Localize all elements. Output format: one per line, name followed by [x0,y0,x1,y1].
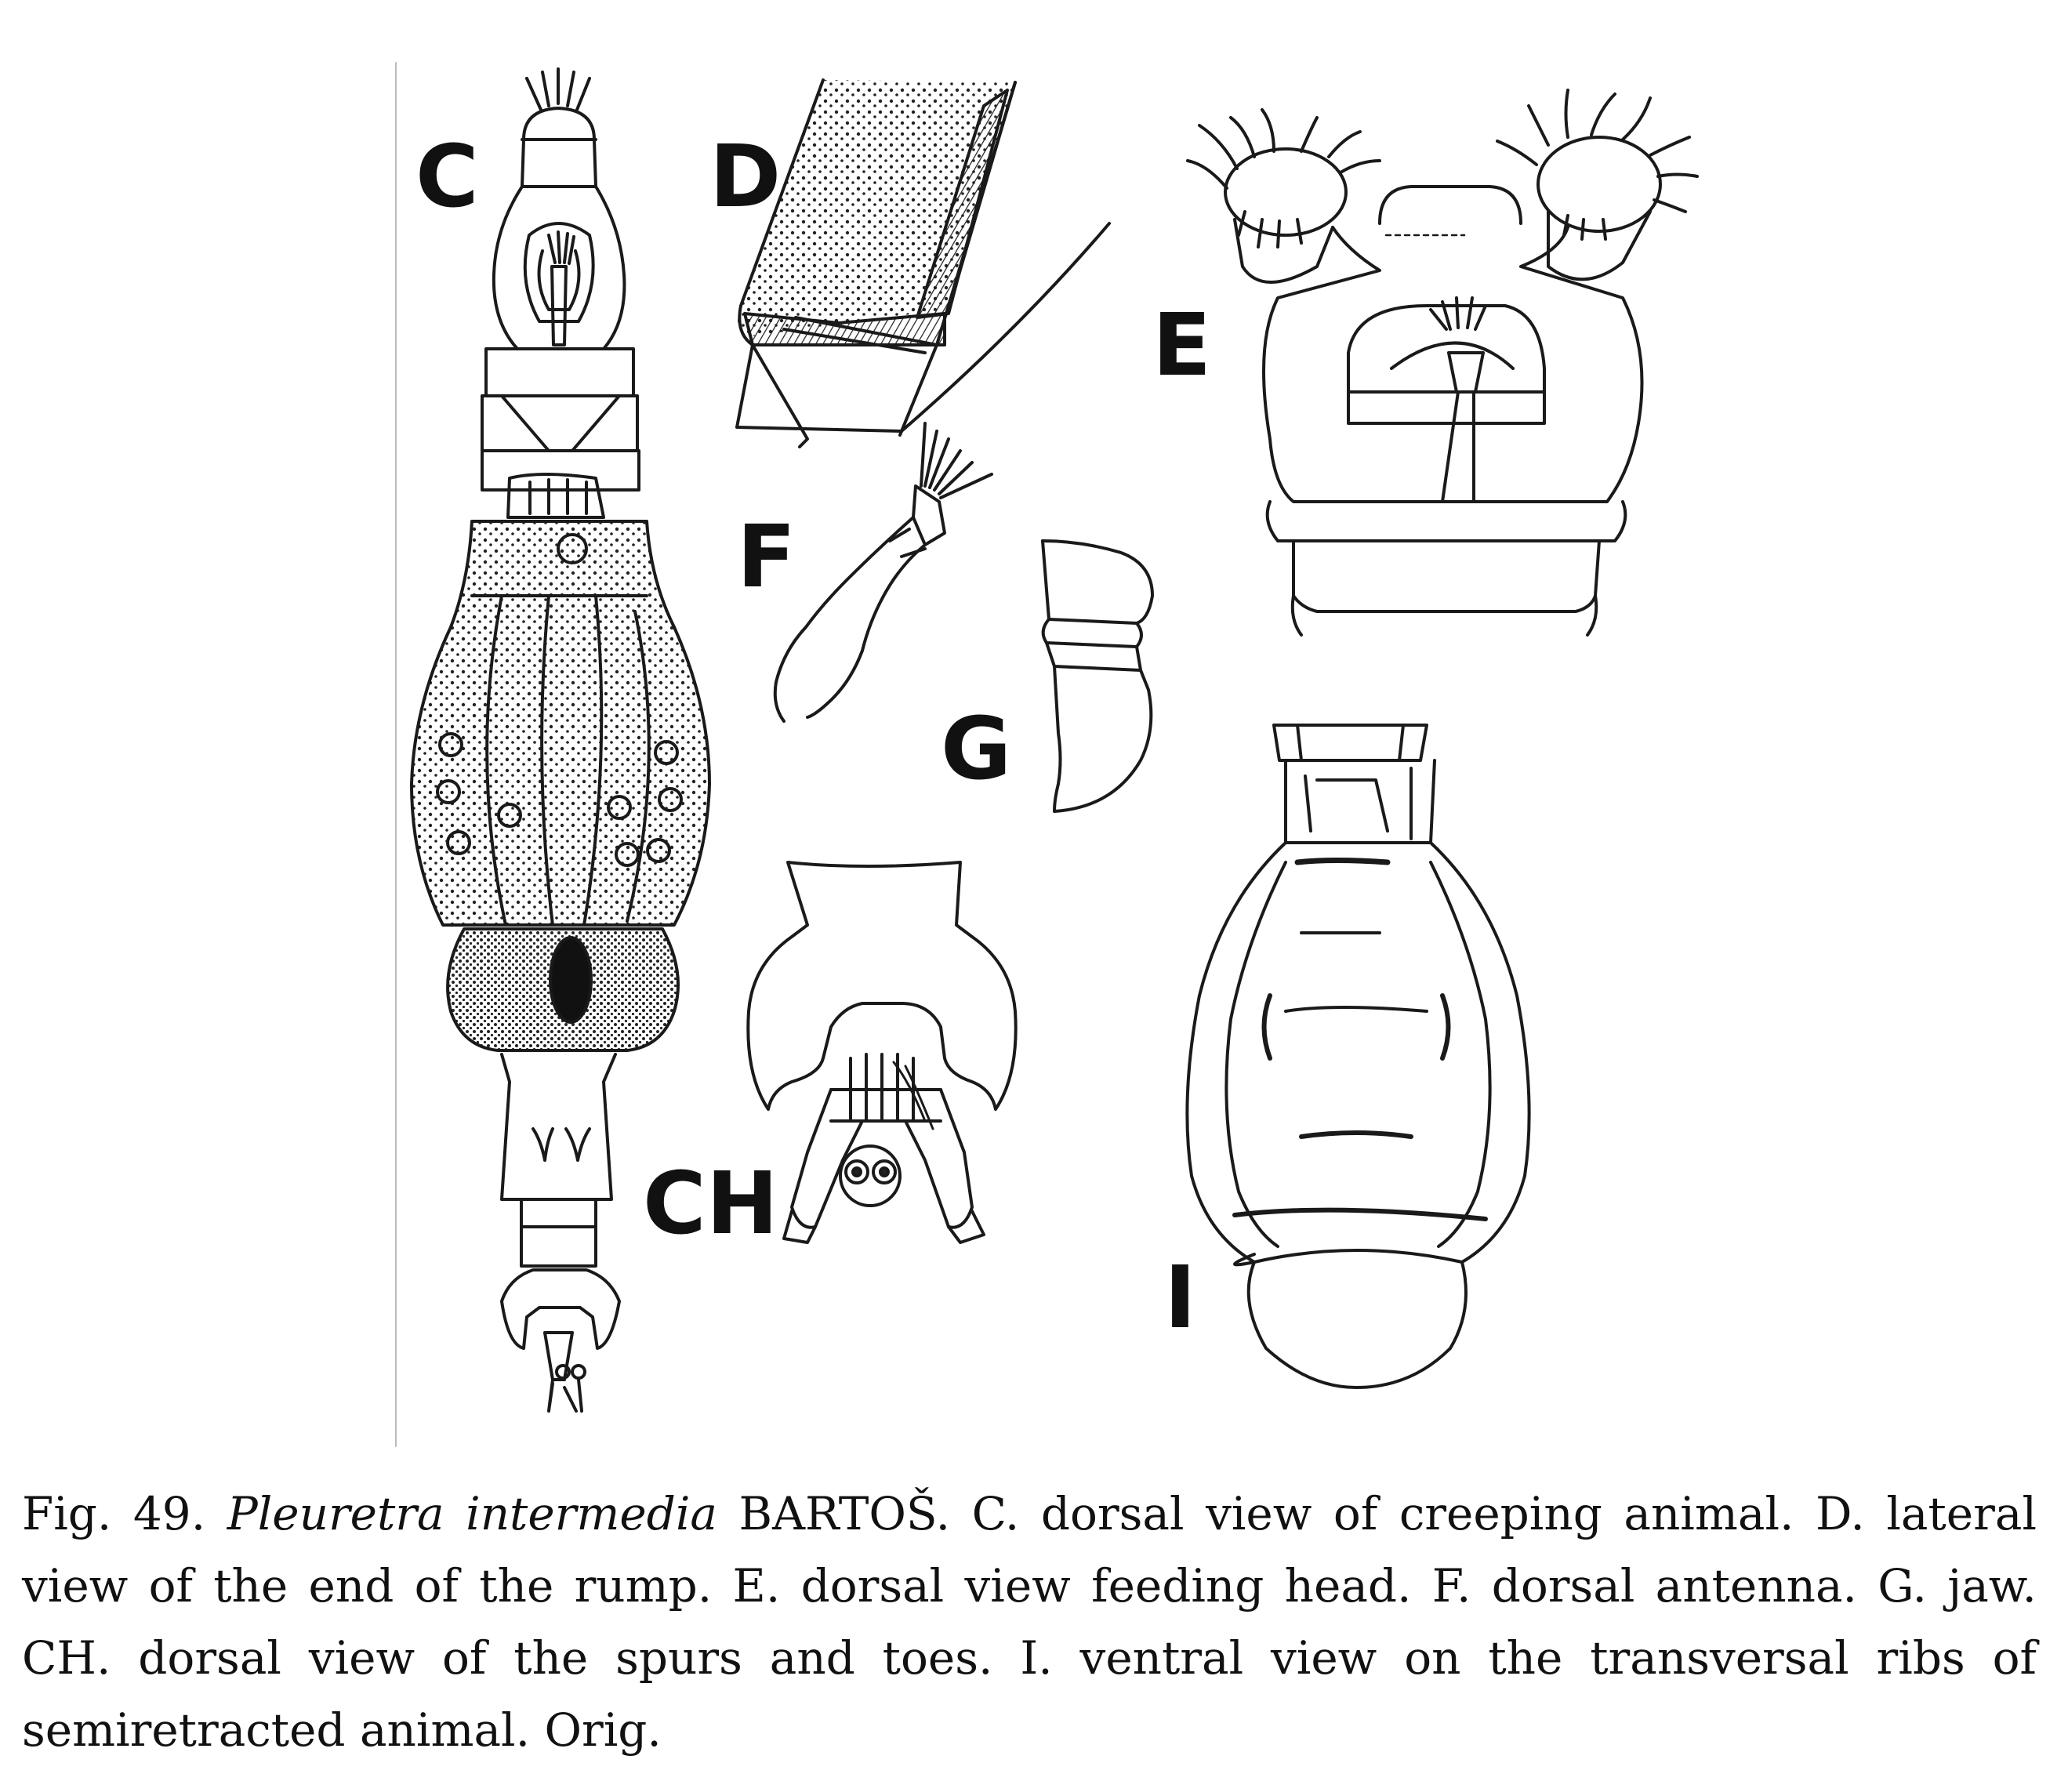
caption-text: C. dorsal view of creeping animal. D. lateral view of the end of the rump. E. dorsal view feeding head. F. dorsal antenna. G. jaw. CH. dorsal view of the spurs and toes. I. ventral view on the transversal ribs of semiretracted animal. Orig. [22,1487,2037,1757]
panel-label-ch: CH [643,1153,778,1253]
panel-label-f: F [737,506,796,607]
drawing-d-rump-end [737,80,1109,447]
panel-label-g: G [941,698,1012,799]
drawing-e-feeding-head [1188,90,1697,635]
panel-label-i: I [1164,1247,1196,1348]
drawing-g-jaw [1043,541,1152,811]
figure-caption [22,1478,2037,1766]
panel-label-c: C [415,126,479,227]
drawing-ch-spurs-toes [748,862,1015,1242]
caption-fig-number: Fig. 49. [22,1487,206,1540]
caption-species: Pleuretra intermedia [227,1487,717,1540]
drawing-f-antenna [775,423,992,721]
panel-label-d: D [709,126,782,227]
drawing-i-ventral-ribs [1187,725,1529,1388]
panel-label-e: E [1152,295,1212,395]
caption-author: BARTOŠ. [738,1487,951,1540]
